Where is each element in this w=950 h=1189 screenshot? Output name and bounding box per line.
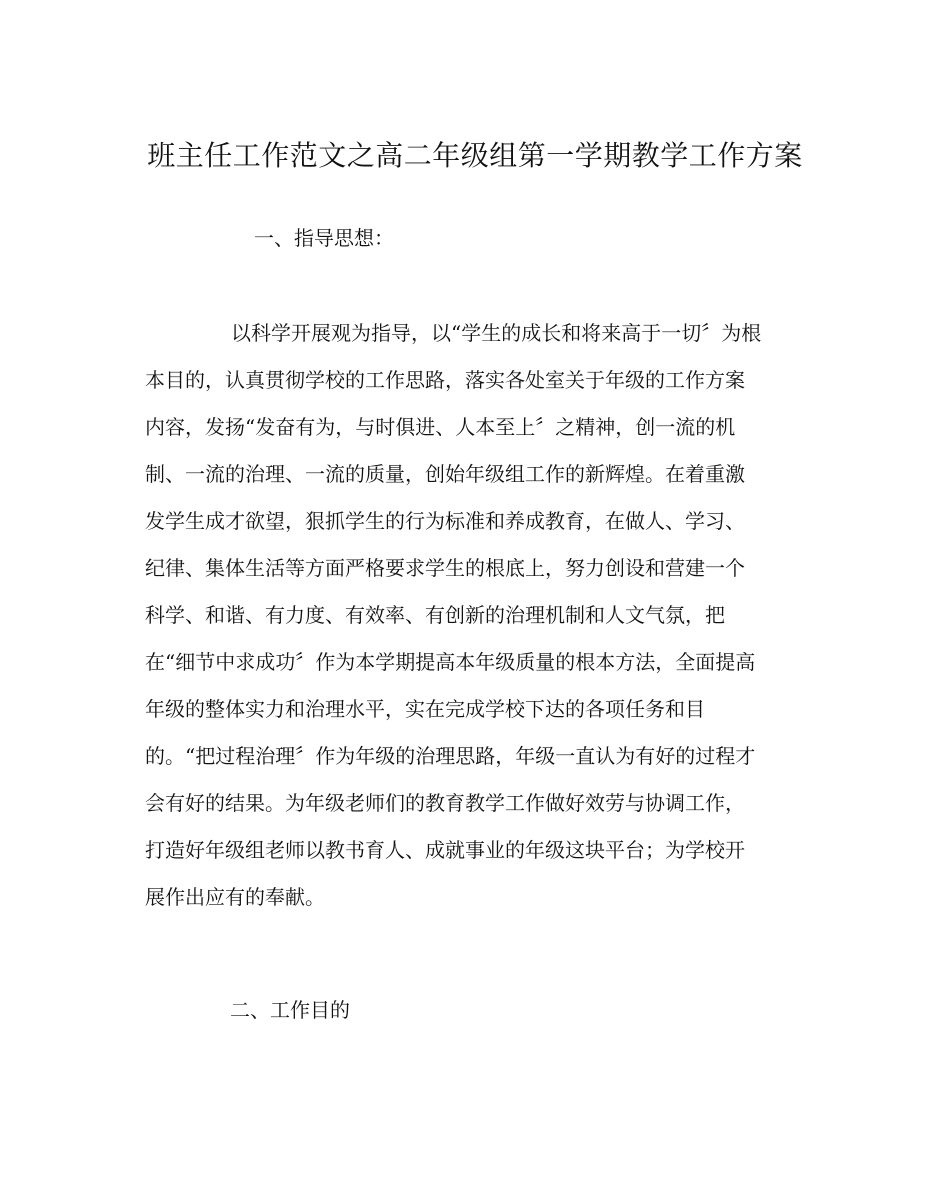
section-heading-guiding-ideology: 一、指导思想： — [254, 226, 394, 250]
paragraph-line: 展作出应有的奉献。 — [145, 885, 325, 909]
paragraph-line: 年级的整体实力和治理水平，实在完成学校下达的各项任务和目 — [145, 697, 705, 721]
document-title: 班主任工作范文之高二年级组第一学期教学工作方案 — [147, 139, 803, 172]
paragraph-line: 内容，发扬“发奋有为，与时俱进、人本至上〞之精神，创一流的机 — [145, 415, 736, 439]
paragraph-line: 以科学开展观为指导，以“学生的成长和将来高于一切〞为根 — [231, 321, 762, 345]
paragraph-line: 会有好的结果。为年级老师们的教育教学工作做好效劳与协调工作， — [145, 791, 745, 815]
paragraph-line: 发学生成才欲望，狠抓学生的行为标准和养成教育，在做人、学习、 — [145, 509, 745, 533]
paragraph-line: 本目的，认真贯彻学校的工作思路，落实各处室关于年级的工作方案 — [145, 368, 745, 392]
section-paragraph-guiding-ideology — [145, 316, 810, 927]
paragraph-line: 在“细节中求成功〞作为本学期提高本年级质量的根本方法，全面提高 — [145, 650, 756, 674]
paragraph-line: 纪律、集体生活等方面严格要求学生的根底上，努力创设和营建一个 — [145, 556, 745, 580]
paragraph-line: 的。“把过程治理〞作为年级的治理思路，年级一直认为有好的过程才 — [145, 744, 756, 768]
paragraph-line: 科学、和谐、有力度、有效率、有创新的治理机制和人文气氛，把 — [145, 603, 725, 627]
paragraph-line: 打造好年级组老师以教书育人、成就事业的年级这块平台；为学校开 — [145, 838, 745, 862]
paragraph-line: 制、一流的治理、一流的质量，创始年级组工作的新辉煌。在着重激 — [145, 462, 745, 486]
section-heading-work-goals: 二、工作目的 — [230, 998, 350, 1022]
